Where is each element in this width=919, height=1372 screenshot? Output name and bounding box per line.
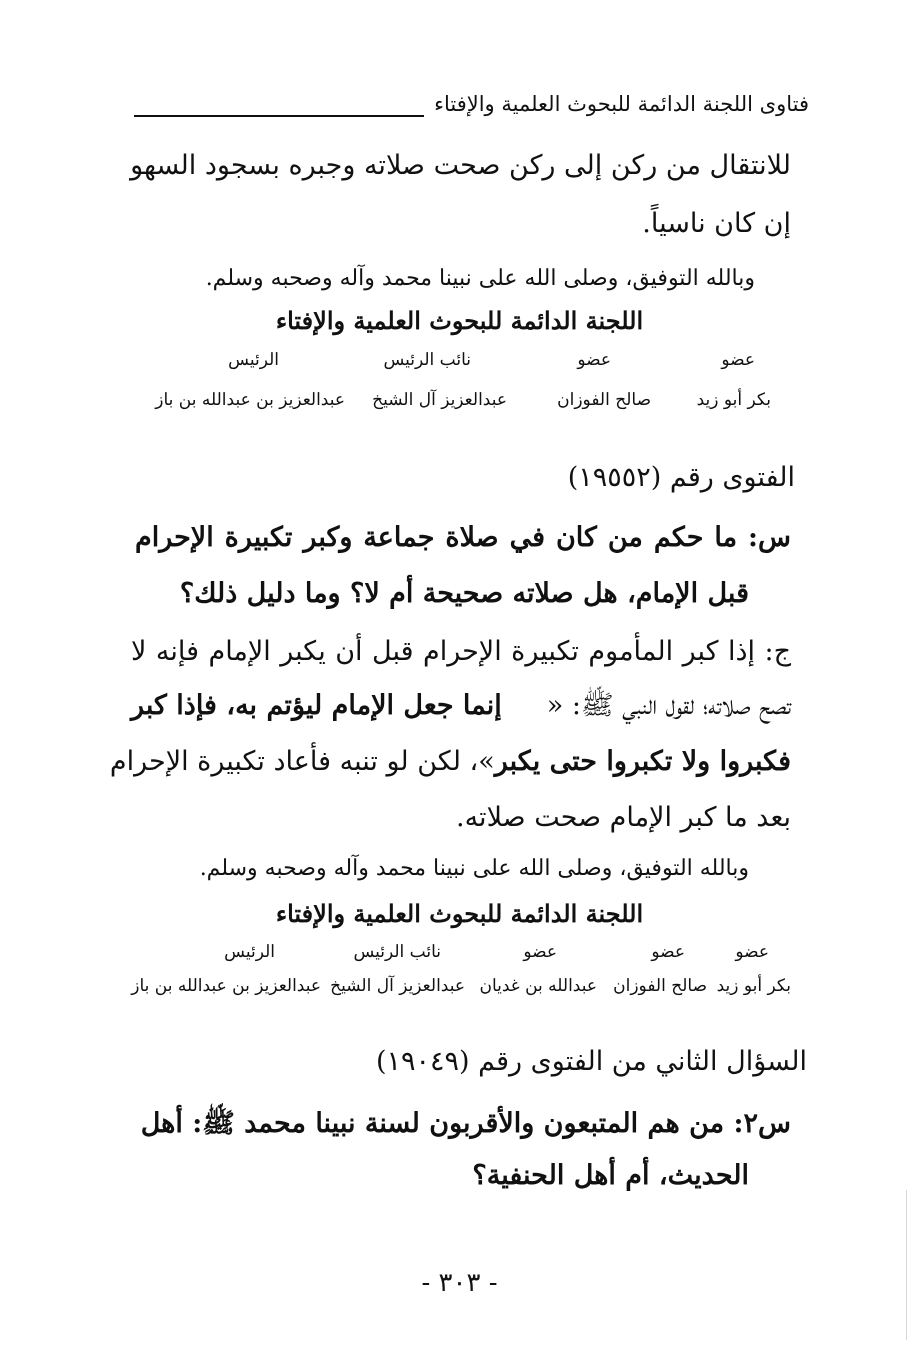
committee-2-name-1: بكر أبو زيد <box>716 976 791 996</box>
page-number: - ٣٠٣ - <box>421 1268 498 1298</box>
committee-1-role-2: عضو <box>577 350 611 370</box>
scan-edge-mark <box>906 1190 907 1340</box>
committee-2-name-4: عبدالعزيز آل الشيخ <box>330 976 465 996</box>
question-line-2: قبل الإمام، هل صلاته صحيحة أم لا؟ وما دليل ذلك؟ <box>179 578 749 609</box>
closing-1: وبالله التوفيق، وصلى الله على نبينا محمد وآله وصحبه وسلم. <box>205 266 755 291</box>
committee-1-name-1: بكر أبو زيد <box>696 390 771 410</box>
committee-2-role-2: عضو <box>651 942 685 962</box>
answer-line-1: ج: إذا كبر المأموم تكبيرة الإحرام قبل أن يكبر الإمام فإنه لا <box>131 636 791 667</box>
committee-2-role-1: عضو <box>735 942 769 962</box>
intro-line-1: للانتقال من ركن إلى ركن صحت صلاته وجبره بسجود السهو <box>130 150 791 181</box>
fatwa-number: الفتوى رقم (١٩٥٥٢) <box>567 462 795 493</box>
committee-1-name-3: عبدالعزيز آل الشيخ <box>372 390 507 410</box>
committee-2-name-2: صالح الفوزان <box>613 976 707 996</box>
intro-line-2: إن كان ناسياً. <box>642 208 791 239</box>
hadith-text-2: فكبروا ولا تكبروا حتى يكبر <box>494 746 791 777</box>
question-line-1: س: ما حكم من كان في صلاة جماعة وكبر تكبيرة الإحرام <box>135 522 791 553</box>
question-2-line-2: الحديث، أم أهل الحنفية؟ <box>472 1160 749 1191</box>
closing-2: وبالله التوفيق، وصلى الله على نبينا محمد وآله وصحبه وسلم. <box>199 856 749 881</box>
answer-line-4: بعد ما كبر الإمام صحت صلاته. <box>456 802 791 833</box>
committee-1-title: اللجنة الدائمة للبحوث العلمية والإفتاء <box>275 306 644 335</box>
committee-1-name-4: عبدالعزيز بن عبدالله بن باز <box>155 390 345 410</box>
committee-2-title: اللجنة الدائمة للبحوث العلمية والإفتاء <box>275 899 644 928</box>
committee-1-role-1: عضو <box>721 350 755 370</box>
answer-line-2-plain: تصح صلاته؛ لقول النبي ﷺ: « <box>546 690 791 721</box>
question-2-line-1: س٢: من هم المتبعون والأقربون لسنة نبينا محمد ﷺ: أهل <box>140 1108 791 1139</box>
committee-2-role-4: نائب الرئيس <box>353 942 441 962</box>
committee-2-role-3: عضو <box>523 942 557 962</box>
committee-2-role-5: الرئيس <box>224 942 275 962</box>
question-2-number: السؤال الثاني من الفتوى رقم (١٩٠٤٩) <box>375 1046 807 1077</box>
answer-line-3-plain: »، لكن لو تنبه فأعاد تكبيرة الإحرام <box>109 746 495 777</box>
hadith-text-1: إنما جعل الإمام ليؤتم به، فإذا كبر <box>131 690 502 721</box>
committee-2-name-3: عبدالله بن غديان <box>479 976 597 996</box>
running-header: فتاوى اللجنة الدائمة للبحوث العلمية والإفتاء <box>434 92 809 116</box>
committee-2-name-5: عبدالعزيز بن عبدالله بن باز <box>131 976 321 996</box>
committee-1-name-2: صالح الفوزان <box>557 390 651 410</box>
committee-1-role-4: الرئيس <box>228 350 279 370</box>
committee-1-role-3: نائب الرئيس <box>383 350 471 370</box>
